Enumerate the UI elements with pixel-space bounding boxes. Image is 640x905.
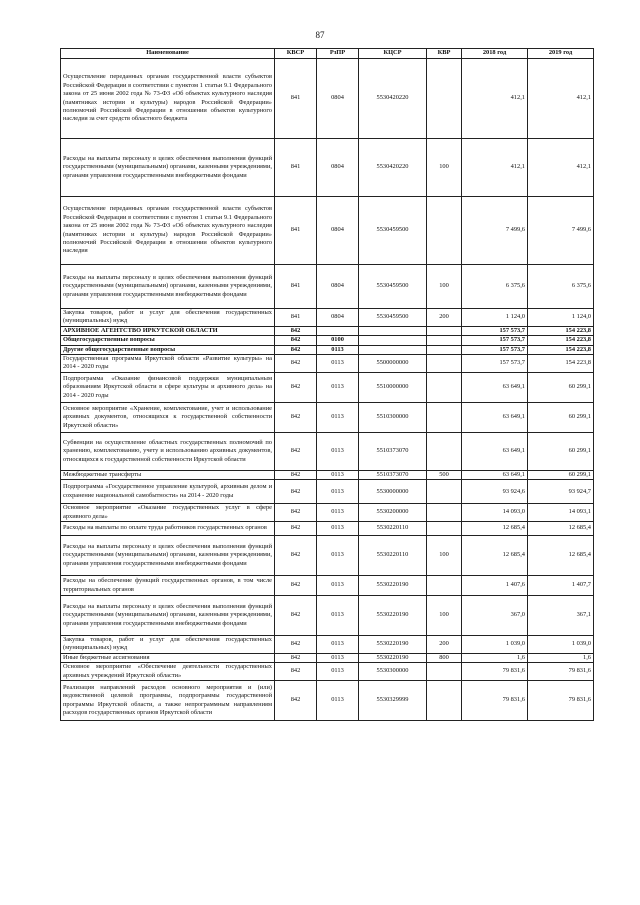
row-name: Другие общегосударственные вопросы	[61, 345, 275, 354]
row-name: Государственная программа Иркутской области «Развитие культуры» на 2014 - 2020 годы	[61, 355, 275, 373]
row-kvr: 100	[427, 596, 462, 636]
row-ktsr: 5510000000	[359, 372, 427, 402]
row-2018: 412,1	[462, 59, 528, 139]
table-row	[61, 480, 594, 504]
row-2018: 14 093,0	[462, 504, 528, 522]
row-name: Субвенции на осуществление областных государственных полномочий по хранению, комплектованию, учету и использованию архивных документов, относящихся к государственной собственности Иркутской области	[61, 432, 275, 470]
row-2019: 12 685,4	[528, 522, 594, 536]
row-name: АРХИВНОЕ АГЕНТСТВО ИРКУТСКОЙ ОБЛАСТИ	[61, 326, 275, 335]
table-row	[61, 139, 594, 197]
row-kvr	[427, 663, 462, 681]
row-ktsr: 5530420220	[359, 139, 427, 197]
row-kvsr: 842	[275, 345, 317, 354]
row-2019: 412,1	[528, 59, 594, 139]
row-name: Расходы на выплаты персоналу в целях обеспечения выполнения функций государственными (муниципальными) органами, казенными учреждениями, органами управления государственными внебюджетными фондами	[61, 265, 275, 309]
table-row	[61, 522, 594, 536]
row-2018: 63 649,1	[462, 402, 528, 432]
row-ktsr: 5510373070	[359, 470, 427, 479]
header-2019: 2019 год	[528, 49, 594, 59]
row-2019: 60 299,1	[528, 432, 594, 470]
row-2018: 63 649,1	[462, 470, 528, 479]
row-2018: 63 649,1	[462, 372, 528, 402]
row-name: Основное мероприятие «Хранение, комплектование, учет и использование архивных документов, относящихся к государственной собственности Иркутской области»	[61, 402, 275, 432]
row-2019: 79 831,6	[528, 663, 594, 681]
table-row	[61, 636, 594, 654]
row-kvsr: 842	[275, 470, 317, 479]
row-2018: 1 124,0	[462, 309, 528, 327]
row-2018: 93 924,6	[462, 480, 528, 504]
row-ktsr: 5530300000	[359, 663, 427, 681]
row-ktsr: 5530220110	[359, 522, 427, 536]
row-kvr	[427, 522, 462, 536]
row-2018: 157 573,7	[462, 326, 528, 335]
row-2018: 79 831,6	[462, 663, 528, 681]
row-2018: 1,6	[462, 653, 528, 662]
table-row	[61, 596, 594, 636]
row-kvr	[427, 681, 462, 721]
table-row	[61, 576, 594, 596]
row-2019: 14 093,1	[528, 504, 594, 522]
row-kvsr: 842	[275, 596, 317, 636]
row-2019: 60 299,1	[528, 402, 594, 432]
row-kvsr: 842	[275, 326, 317, 335]
row-ktsr: 5530200000	[359, 504, 427, 522]
row-kvsr: 842	[275, 663, 317, 681]
row-ktsr: 5530220190	[359, 653, 427, 662]
row-rzpr: 0804	[317, 59, 359, 139]
row-kvsr: 842	[275, 480, 317, 504]
page-number: 87	[315, 30, 325, 40]
row-kvr: 100	[427, 265, 462, 309]
row-ktsr: 5530459500	[359, 265, 427, 309]
row-kvsr: 842	[275, 402, 317, 432]
row-rzpr: 0113	[317, 402, 359, 432]
row-name: Расходы на выплаты персоналу в целях обеспечения выполнения функций государственными (муниципальными) органами, казенными учреждениями, органами управления государственными внебюджетными фондами	[61, 596, 275, 636]
row-kvsr: 842	[275, 504, 317, 522]
row-2018: 63 649,1	[462, 432, 528, 470]
row-kvr	[427, 355, 462, 373]
row-2019: 60 299,1	[528, 470, 594, 479]
row-2018: 157 573,7	[462, 336, 528, 345]
row-ktsr: 5530459500	[359, 309, 427, 327]
header-name: Наименование	[61, 49, 275, 59]
row-rzpr: 0113	[317, 536, 359, 576]
row-kvsr: 842	[275, 522, 317, 536]
row-kvr	[427, 432, 462, 470]
table-row	[61, 536, 594, 576]
table-row	[61, 336, 594, 345]
row-kvsr: 842	[275, 681, 317, 721]
row-kvsr: 842	[275, 536, 317, 576]
row-ktsr: 5500000000	[359, 355, 427, 373]
row-rzpr: 0804	[317, 265, 359, 309]
row-name: Подпрограмма «Государственное управление культурой, архивным делом и сохранение национальной самобытности» на 2014 - 2020 годы	[61, 480, 275, 504]
row-2019: 7 499,6	[528, 197, 594, 265]
row-2018: 157 573,7	[462, 345, 528, 354]
row-kvr: 500	[427, 470, 462, 479]
row-ktsr: 5510300000	[359, 402, 427, 432]
row-rzpr: 0113	[317, 504, 359, 522]
row-2019: 12 685,4	[528, 536, 594, 576]
row-2019: 93 924,7	[528, 480, 594, 504]
row-name: Осуществление переданных органам государственной власти субъектов Российской Федерации в соответствии с пунктом 1 статьи 9.1 Федерального закона от 25 июня 2002 года № 73-ФЗ «Об объектах культурного наследия (памятниках истории и культуры) народов Российской Федерации» полномочий Российской Федерации в отношении объектов культурного наследия за счет средств областного бюджета	[61, 59, 275, 139]
row-rzpr: 0113	[317, 522, 359, 536]
row-kvsr: 841	[275, 309, 317, 327]
row-ktsr: 5530220190	[359, 636, 427, 654]
row-kvr: 200	[427, 636, 462, 654]
table-row	[61, 309, 594, 327]
row-ktsr: 5530220190	[359, 576, 427, 596]
row-kvr	[427, 480, 462, 504]
row-2018: 412,1	[462, 139, 528, 197]
row-rzpr	[317, 326, 359, 335]
row-ktsr: 5530220190	[359, 596, 427, 636]
row-name: Расходы на обеспечение функций государственных органов, в том числе территориальных органов	[61, 576, 275, 596]
row-kvr	[427, 326, 462, 335]
row-name: Закупка товаров, работ и услуг для обеспечения государственных (муниципальных) нужд	[61, 636, 275, 654]
row-2018: 367,0	[462, 596, 528, 636]
row-name: Основное мероприятие «Оказание государственных услуг в сфере архивного дела»	[61, 504, 275, 522]
row-ktsr: 5530220110	[359, 536, 427, 576]
row-kvr: 800	[427, 653, 462, 662]
row-2019: 412,1	[528, 139, 594, 197]
row-2018: 6 375,6	[462, 265, 528, 309]
row-kvr	[427, 402, 462, 432]
row-2018: 7 499,6	[462, 197, 528, 265]
row-kvr: 100	[427, 536, 462, 576]
table-row	[61, 681, 594, 721]
row-2019: 60 299,1	[528, 372, 594, 402]
row-ktsr: 5530459500	[359, 197, 427, 265]
row-2019: 367,1	[528, 596, 594, 636]
row-2019: 1 039,0	[528, 636, 594, 654]
row-kvsr: 842	[275, 653, 317, 662]
row-2019: 1 407,7	[528, 576, 594, 596]
row-2019: 154 223,8	[528, 326, 594, 335]
row-kvr	[427, 59, 462, 139]
table-row	[61, 59, 594, 139]
row-kvsr: 842	[275, 355, 317, 373]
row-name: Межбюджетные трансферты	[61, 470, 275, 479]
row-kvsr: 841	[275, 197, 317, 265]
row-ktsr: 5510373070	[359, 432, 427, 470]
table-row	[61, 372, 594, 402]
row-kvr	[427, 504, 462, 522]
row-2019: 154 223,8	[528, 336, 594, 345]
row-name: Расходы на выплаты персоналу в целях обеспечения выполнения функций государственными (муниципальными) органами, казенными учреждениями, органами управления государственными внебюджетными фондами	[61, 139, 275, 197]
row-2019: 79 831,6	[528, 681, 594, 721]
header-kvsr: КВСР	[275, 49, 317, 59]
table-row	[61, 663, 594, 681]
row-kvr	[427, 576, 462, 596]
row-kvsr: 842	[275, 636, 317, 654]
table-row	[61, 504, 594, 522]
row-rzpr: 0113	[317, 470, 359, 479]
header-ktsr: КЦСР	[359, 49, 427, 59]
row-2018: 12 685,4	[462, 522, 528, 536]
row-rzpr: 0100	[317, 336, 359, 345]
header-rzpr: РзПР	[317, 49, 359, 59]
header-2018: 2018 год	[462, 49, 528, 59]
row-rzpr: 0113	[317, 681, 359, 721]
row-kvsr: 841	[275, 265, 317, 309]
row-rzpr: 0113	[317, 636, 359, 654]
row-rzpr: 0113	[317, 432, 359, 470]
row-name: Подпрограмма «Оказание финансовой поддержки муниципальным образованиям Иркутской области в сфере культуры и архивного дела» на 2014 - 2020 годы	[61, 372, 275, 402]
row-rzpr: 0113	[317, 480, 359, 504]
row-rzpr: 0804	[317, 139, 359, 197]
row-kvsr: 842	[275, 432, 317, 470]
row-2019: 154 223,8	[528, 355, 594, 373]
row-kvr	[427, 372, 462, 402]
row-kvsr: 841	[275, 139, 317, 197]
header-kvr: КВР	[427, 49, 462, 59]
row-rzpr: 0113	[317, 345, 359, 354]
row-2019: 1,6	[528, 653, 594, 662]
row-name: Закупка товаров, работ и услуг для обеспечения государственных (муниципальных) нужд	[61, 309, 275, 327]
row-ktsr: 5530420220	[359, 59, 427, 139]
row-rzpr: 0113	[317, 576, 359, 596]
row-2018: 1 407,6	[462, 576, 528, 596]
row-name: Расходы на выплаты персоналу в целях обеспечения выполнения функций государственными (муниципальными) органами, казенными учреждениями, органами управления государственными внебюджетными фондами	[61, 536, 275, 576]
row-name: Расходы на выплаты по оплате труда работников государственных органов	[61, 522, 275, 536]
row-2019: 1 124,0	[528, 309, 594, 327]
row-rzpr: 0113	[317, 355, 359, 373]
row-name: Иные бюджетные ассигнования	[61, 653, 275, 662]
table-body	[61, 59, 594, 721]
table-row	[61, 402, 594, 432]
row-rzpr: 0804	[317, 197, 359, 265]
table-row	[61, 432, 594, 470]
table-row	[61, 197, 594, 265]
row-2018: 157 573,7	[462, 355, 528, 373]
row-2018: 1 039,0	[462, 636, 528, 654]
row-rzpr: 0113	[317, 663, 359, 681]
row-kvsr: 842	[275, 336, 317, 345]
row-ktsr	[359, 326, 427, 335]
table-header	[61, 49, 594, 59]
row-kvr	[427, 336, 462, 345]
table-row	[61, 345, 594, 354]
row-2019: 6 375,6	[528, 265, 594, 309]
row-ktsr: 5530000000	[359, 480, 427, 504]
row-kvr	[427, 345, 462, 354]
table-row	[61, 326, 594, 335]
table-row	[61, 653, 594, 662]
row-rzpr: 0804	[317, 309, 359, 327]
row-kvsr: 842	[275, 372, 317, 402]
row-name: Общегосударственные вопросы	[61, 336, 275, 345]
row-ktsr	[359, 345, 427, 354]
row-kvr: 100	[427, 139, 462, 197]
table-row	[61, 355, 594, 373]
table-row	[61, 470, 594, 479]
row-kvsr: 842	[275, 576, 317, 596]
table-row	[61, 265, 594, 309]
row-rzpr: 0113	[317, 596, 359, 636]
row-name: Основное мероприятие «Обеспечение деятельности государственных архивных учреждений Иркутской области»	[61, 663, 275, 681]
row-rzpr: 0113	[317, 653, 359, 662]
row-name: Реализация направлений расходов основного мероприятия и (или) ведомственной целевой программы, подпрограммы государственной программы Иркутской области, а также непрограммным направлениям расходов государственных органов Иркутской области	[61, 681, 275, 721]
row-kvr: 200	[427, 309, 462, 327]
row-2018: 12 685,4	[462, 536, 528, 576]
row-kvsr: 841	[275, 59, 317, 139]
row-ktsr	[359, 336, 427, 345]
row-2018: 79 831,6	[462, 681, 528, 721]
row-2019: 154 223,8	[528, 345, 594, 354]
budget-table	[60, 48, 594, 721]
row-kvr	[427, 197, 462, 265]
row-ktsr: 5530329999	[359, 681, 427, 721]
row-name: Осуществление переданных органам государственной власти субъектов Российской Федерации в соответствии с пунктом 1 статьи 9.1 Федерального закона от 25 июня 2002 года № 73-ФЗ «Об объектах культурного наследия (памятниках истории и культуры) народов Российской Федерации» полномочий Российской Федерации в отношении объектов культурного наследия	[61, 197, 275, 265]
row-rzpr: 0113	[317, 372, 359, 402]
